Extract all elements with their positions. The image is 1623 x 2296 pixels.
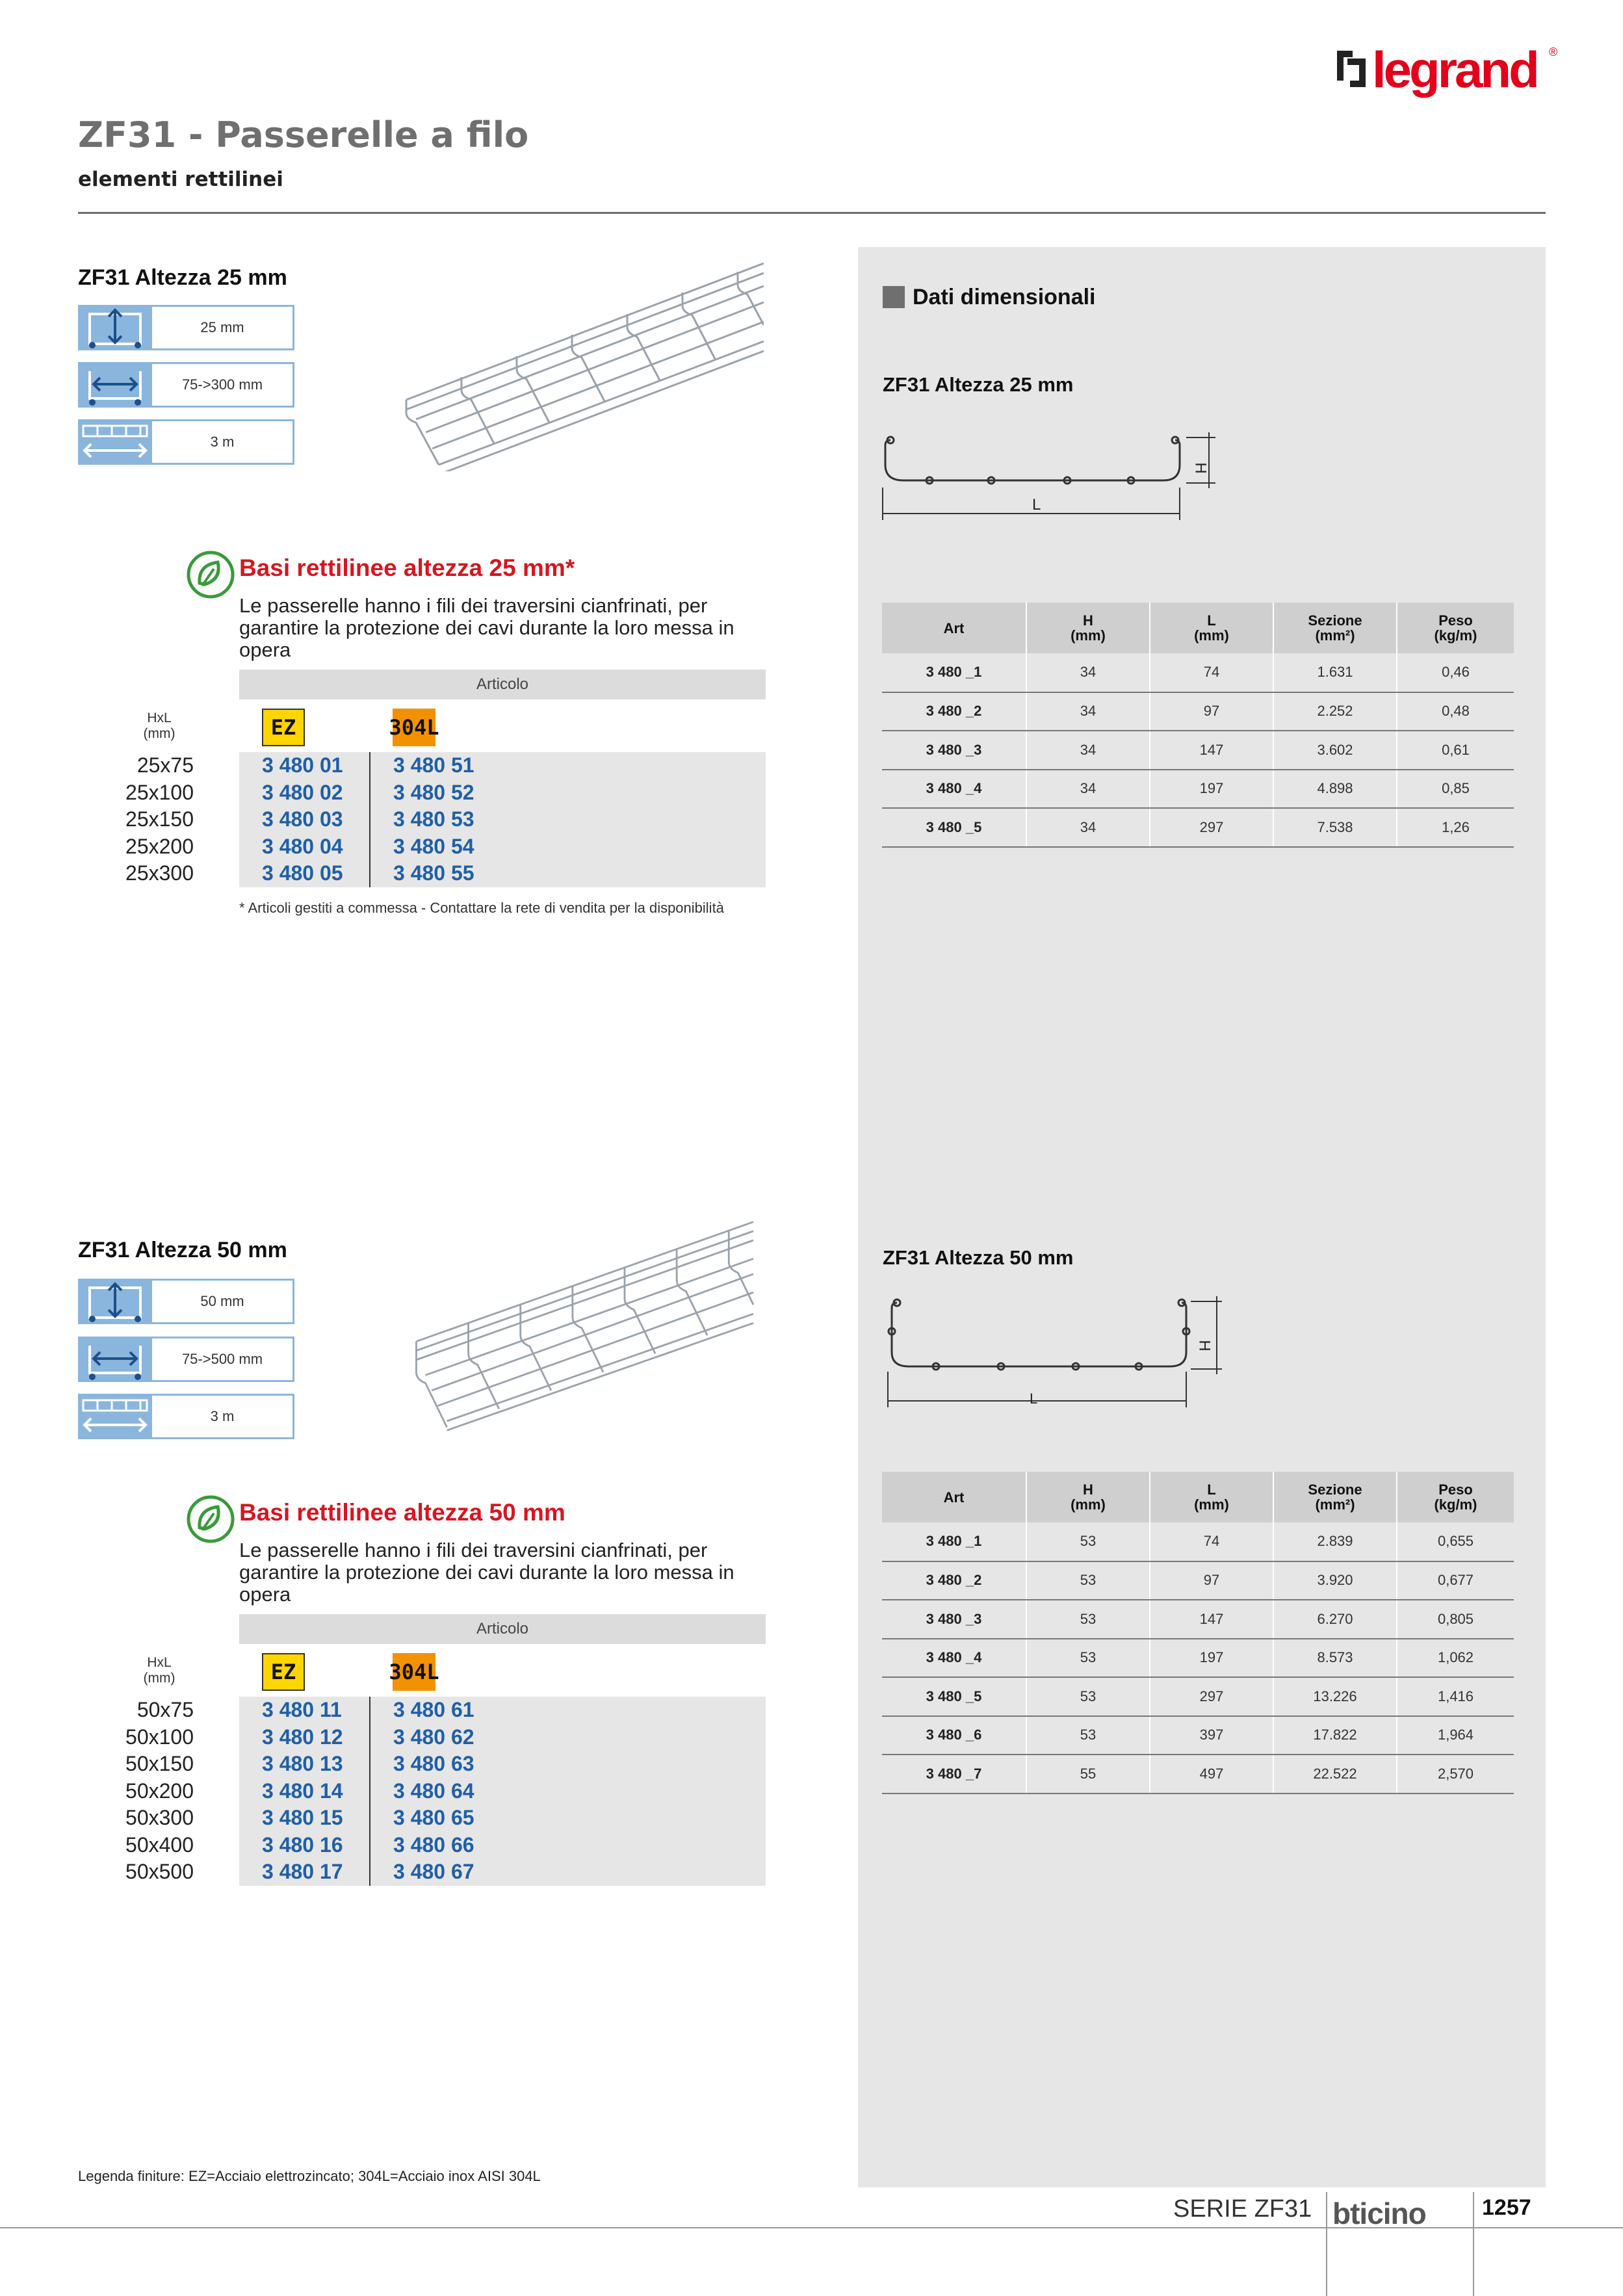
col-l: [1150, 603, 1273, 653]
height-icon: [78, 1279, 152, 1324]
size-cell: 50x100: [125, 1725, 194, 1749]
table-row: [882, 1755, 1514, 1794]
page-number: 1257: [1482, 2195, 1531, 2220]
table-row: [239, 779, 766, 807]
spec-length-value: 3 m: [152, 1394, 294, 1439]
cell: 17.822: [1273, 1716, 1397, 1755]
ez-code: 3 480 12: [239, 1724, 370, 1751]
section25-codes-table: [239, 752, 766, 887]
cell: 53: [1026, 1639, 1150, 1678]
page-subtitle: elementi rettilinei: [78, 168, 283, 191]
table-row: [239, 1778, 766, 1805]
spec-width: [78, 1337, 294, 1382]
col-label: Peso: [1438, 612, 1473, 629]
cell: 34: [1026, 692, 1150, 731]
section50-codes-table: [239, 1697, 766, 1886]
section50-products-title: Basi rettilinee altezza 50 mm: [239, 1499, 565, 1526]
dim50-table: [882, 1472, 1514, 1794]
table-row: [882, 692, 1514, 731]
cell: 3 480 _7: [882, 1755, 1026, 1794]
ez-code: 3 480 04: [239, 833, 370, 861]
cell: 3 480 _6: [882, 1716, 1026, 1755]
col-peso: [1397, 603, 1514, 653]
table-row: [239, 860, 766, 887]
cell: 3.602: [1273, 731, 1397, 770]
inox-code: 3 480 63: [393, 1752, 474, 1776]
cell: 197: [1150, 1639, 1273, 1678]
cell: 2.839: [1273, 1522, 1397, 1561]
cell: 147: [1150, 1600, 1273, 1639]
col-label: Peso: [1438, 1481, 1473, 1498]
eco-leaf-icon: [185, 549, 236, 600]
col-unit: (mm): [1194, 627, 1229, 644]
hxl-text: HxL: [147, 1655, 172, 1670]
inox-code: 3 480 62: [393, 1725, 474, 1749]
cell: 497: [1150, 1755, 1273, 1794]
section50-hxl-label: [120, 1655, 198, 1686]
size-cell: 50x500: [125, 1860, 194, 1883]
cell: 297: [1150, 808, 1273, 847]
ez-code: 3 480 05: [239, 860, 370, 887]
inox-304l-badge: 304L: [393, 1653, 435, 1691]
width-icon: [78, 362, 152, 408]
profile-25-diagram: [877, 426, 1228, 523]
brand-reg: ®: [1549, 46, 1558, 59]
section25-products-title: Basi rettilinee altezza 25 mm*: [239, 554, 575, 581]
cell: 34: [1026, 731, 1150, 770]
col-l: [1150, 1472, 1273, 1522]
spec-height: [78, 305, 294, 350]
col-label: Sezione: [1308, 612, 1362, 629]
size-cell: 25x200: [125, 834, 194, 858]
inox-code: 3 480 52: [393, 780, 474, 804]
table-row: [239, 1832, 766, 1859]
footer-separator: [1326, 2192, 1327, 2296]
section25-sizes: [77, 752, 194, 887]
diagram-l-label: L: [1032, 496, 1041, 514]
size-cell: 50x150: [125, 1752, 194, 1775]
table-row: [882, 1639, 1514, 1678]
spec-length: [78, 1394, 294, 1439]
cell: 97: [1150, 1561, 1273, 1600]
cell: 297: [1150, 1677, 1273, 1716]
cell: 7.538: [1273, 808, 1397, 847]
inox-code: 3 480 67: [393, 1860, 474, 1884]
cell: 3 480 _4: [882, 1639, 1026, 1678]
table-row: [882, 1716, 1514, 1755]
section50-description: Le passerelle hanno i fili dei traversini cianfrinati, per garantire la protezione dei cavi durante la loro messa in opera: [239, 1539, 734, 1606]
table-row: [239, 806, 766, 833]
size-cell: 50x400: [125, 1833, 194, 1857]
col-art: [882, 1472, 1026, 1522]
ez-code: 3 480 13: [239, 1751, 370, 1778]
diagram-h-label: H: [1191, 462, 1210, 474]
cell: 397: [1150, 1716, 1273, 1755]
cell: 6.270: [1273, 1600, 1397, 1639]
cell: 0,655: [1397, 1522, 1514, 1561]
section50-heading: ZF31 Altezza 50 mm: [78, 1238, 287, 1262]
hxl-unit: (mm): [143, 1671, 175, 1686]
spec-width: [78, 362, 294, 408]
cell: 0,85: [1397, 770, 1514, 809]
cell: 1,416: [1397, 1677, 1514, 1716]
col-unit: (mm): [1071, 627, 1106, 644]
page-title: ZF31 - Passerelle a filo: [78, 114, 529, 155]
col-unit: (mm²): [1315, 627, 1355, 644]
cell: 53: [1026, 1561, 1150, 1600]
ez-code: 3 480 11: [239, 1697, 370, 1724]
inox-code: 3 480 61: [393, 1698, 474, 1722]
hxl-unit: (mm): [143, 726, 175, 741]
table-row: [882, 1600, 1514, 1639]
cell: 13.226: [1273, 1677, 1397, 1716]
spec-width-value: 75->300 mm: [152, 362, 294, 408]
table-row: [882, 731, 1514, 770]
section25-description: Le passerelle hanno i fili dei traversini cianfrinati, per garantire la protezione dei cavi durante la loro messa in opera: [239, 594, 734, 661]
length-icon: [78, 1394, 152, 1439]
legrand-mark-icon: [1336, 49, 1367, 88]
hxl-text: HxL: [147, 711, 172, 725]
inox-code: 3 480 51: [393, 753, 474, 777]
finish-legend: Legenda finiture: EZ=Acciaio elettrozincato; 304L=Acciaio inox AISI 304L: [78, 2168, 541, 2184]
ez-code: 3 480 01: [239, 752, 370, 779]
cell: 34: [1026, 808, 1150, 847]
table-row: [239, 752, 766, 779]
spec-height-value: 50 mm: [152, 1279, 294, 1324]
col-sezione: [1273, 1472, 1397, 1522]
cell: 53: [1026, 1716, 1150, 1755]
cell: 97: [1150, 692, 1273, 731]
ez-code: 3 480 15: [239, 1805, 370, 1832]
col-unit: (kg/m): [1434, 1496, 1477, 1513]
cell: 197: [1150, 770, 1273, 809]
size-cell: 25x300: [125, 861, 194, 885]
size-cell: 50x75: [136, 1698, 194, 1721]
cell: 1,964: [1397, 1716, 1514, 1755]
brand-name: legrand: [1372, 41, 1537, 98]
col-label: Art: [943, 620, 965, 636]
col-unit: (kg/m): [1434, 627, 1477, 644]
cell: 0,805: [1397, 1600, 1514, 1639]
table-row: [239, 1751, 766, 1778]
size-cell: 50x300: [125, 1806, 194, 1829]
cell: 1,062: [1397, 1639, 1514, 1678]
inox-code: 3 480 65: [393, 1806, 474, 1830]
spec-length: [78, 419, 294, 465]
inox-code: 3 480 54: [393, 834, 474, 858]
table-row: [239, 1805, 766, 1832]
eco-leaf-icon: [185, 1494, 236, 1545]
dimensional-heading: Dati dimensionali: [913, 285, 1096, 309]
ez-finish-badge: EZ: [262, 709, 305, 746]
table-row: [882, 1677, 1514, 1716]
inox-code: 3 480 53: [393, 807, 474, 831]
col-unit: (mm): [1194, 1496, 1229, 1513]
cell: 3 480 _1: [882, 653, 1026, 692]
table-row: [239, 1859, 766, 1886]
bticino-logo: bticino: [1332, 2197, 1426, 2230]
cell: 3 480 _5: [882, 808, 1026, 847]
table-row: [239, 1724, 766, 1751]
cell: 8.573: [1273, 1639, 1397, 1678]
table-row: [239, 1697, 766, 1724]
size-cell: 25x75: [136, 753, 194, 777]
section25-articolo-header: Articolo: [239, 670, 766, 699]
footer-series: SERIE ZF31: [1173, 2195, 1312, 2223]
table-row: [882, 653, 1514, 692]
table-row: [882, 1561, 1514, 1600]
section25-hxl-label: [120, 711, 198, 742]
col-peso: [1397, 1472, 1514, 1522]
col-label: Sezione: [1308, 1481, 1362, 1498]
diagram-l-label: L: [1030, 1390, 1038, 1407]
dimensional-panel: [858, 247, 1546, 2187]
col-label: H: [1083, 1481, 1093, 1498]
section25-note: * Articoli gestiti a commessa - Contattare la rete di vendita per la disponibilità: [239, 900, 724, 916]
section50-sizes: [77, 1697, 194, 1886]
cell: 3 480 _2: [882, 692, 1026, 731]
cell: 3 480 _3: [882, 731, 1026, 770]
cell: 2,570: [1397, 1755, 1514, 1794]
cell: 0,48: [1397, 692, 1514, 731]
inox-304l-badge: 304L: [393, 709, 435, 746]
cell: 55: [1026, 1755, 1150, 1794]
cell: 3 480 _2: [882, 1561, 1026, 1600]
section-square-icon: [883, 286, 905, 308]
inox-code: 3 480 64: [393, 1779, 474, 1803]
col-label: L: [1207, 1481, 1216, 1498]
cell: 34: [1026, 653, 1150, 692]
cell: 74: [1150, 653, 1273, 692]
table-row: [882, 770, 1514, 809]
width-icon: [78, 1337, 152, 1382]
footer-separator: [1473, 2192, 1474, 2296]
cell: 3.920: [1273, 1561, 1397, 1600]
cell: 1.631: [1273, 653, 1397, 692]
spec-width-value: 75->500 mm: [152, 1337, 294, 1382]
col-label: H: [1083, 612, 1093, 629]
col-h: [1026, 603, 1150, 653]
ez-code: 3 480 17: [239, 1859, 370, 1886]
cell: 1,26: [1397, 808, 1514, 847]
wire-tray-50-image: [400, 1219, 764, 1433]
dim25-heading: ZF31 Altezza 25 mm: [883, 373, 1074, 396]
ez-code: 3 480 14: [239, 1778, 370, 1805]
cell: 147: [1150, 731, 1273, 770]
header-divider: [78, 212, 1546, 214]
cell: 74: [1150, 1522, 1273, 1561]
profile-50-diagram: [877, 1294, 1228, 1411]
spec-length-value: 3 m: [152, 419, 294, 465]
dim25-table: [882, 603, 1514, 848]
table-row: [239, 833, 766, 861]
table-row: [882, 808, 1514, 847]
col-label: Art: [943, 1489, 965, 1506]
size-cell: 25x100: [125, 780, 194, 804]
cell: 4.898: [1273, 770, 1397, 809]
cell: 3 480 _3: [882, 1600, 1026, 1639]
cell: 0,61: [1397, 731, 1514, 770]
ez-code: 3 480 16: [239, 1832, 370, 1859]
spec-height: [78, 1279, 294, 1324]
inox-code: 3 480 55: [393, 861, 474, 885]
cell: 3 480 _1: [882, 1522, 1026, 1561]
col-label: L: [1207, 612, 1216, 629]
legrand-logo: [1336, 41, 1558, 104]
inox-code: 3 480 66: [393, 1833, 474, 1857]
col-sezione: [1273, 603, 1397, 653]
diagram-h-label: H: [1195, 1340, 1214, 1351]
cell: 53: [1026, 1677, 1150, 1716]
ez-code: 3 480 02: [239, 779, 370, 807]
table-row: [882, 1522, 1514, 1561]
cell: 22.522: [1273, 1755, 1397, 1794]
cell: 34: [1026, 770, 1150, 809]
cell: 2.252: [1273, 692, 1397, 731]
cell: 53: [1026, 1600, 1150, 1639]
wire-tray-25-image: [400, 257, 764, 471]
cell: 3 480 _4: [882, 770, 1026, 809]
dim50-heading: ZF31 Altezza 50 mm: [883, 1246, 1074, 1269]
height-icon: [78, 305, 152, 350]
section25-heading: ZF31 Altezza 25 mm: [78, 265, 287, 290]
col-art: [882, 603, 1026, 653]
cell: 0,46: [1397, 653, 1514, 692]
ez-code: 3 480 03: [239, 806, 370, 833]
section50-articolo-header: Articolo: [239, 1614, 766, 1644]
length-icon: [78, 419, 152, 465]
size-cell: 25x150: [125, 807, 194, 831]
col-unit: (mm): [1071, 1496, 1106, 1513]
size-cell: 50x200: [125, 1779, 194, 1803]
ez-finish-badge: EZ: [262, 1653, 305, 1691]
cell: 3 480 _5: [882, 1677, 1026, 1716]
col-h: [1026, 1472, 1150, 1522]
spec-height-value: 25 mm: [152, 305, 294, 350]
cell: 0,677: [1397, 1561, 1514, 1600]
col-unit: (mm²): [1315, 1496, 1355, 1513]
cell: 53: [1026, 1522, 1150, 1561]
